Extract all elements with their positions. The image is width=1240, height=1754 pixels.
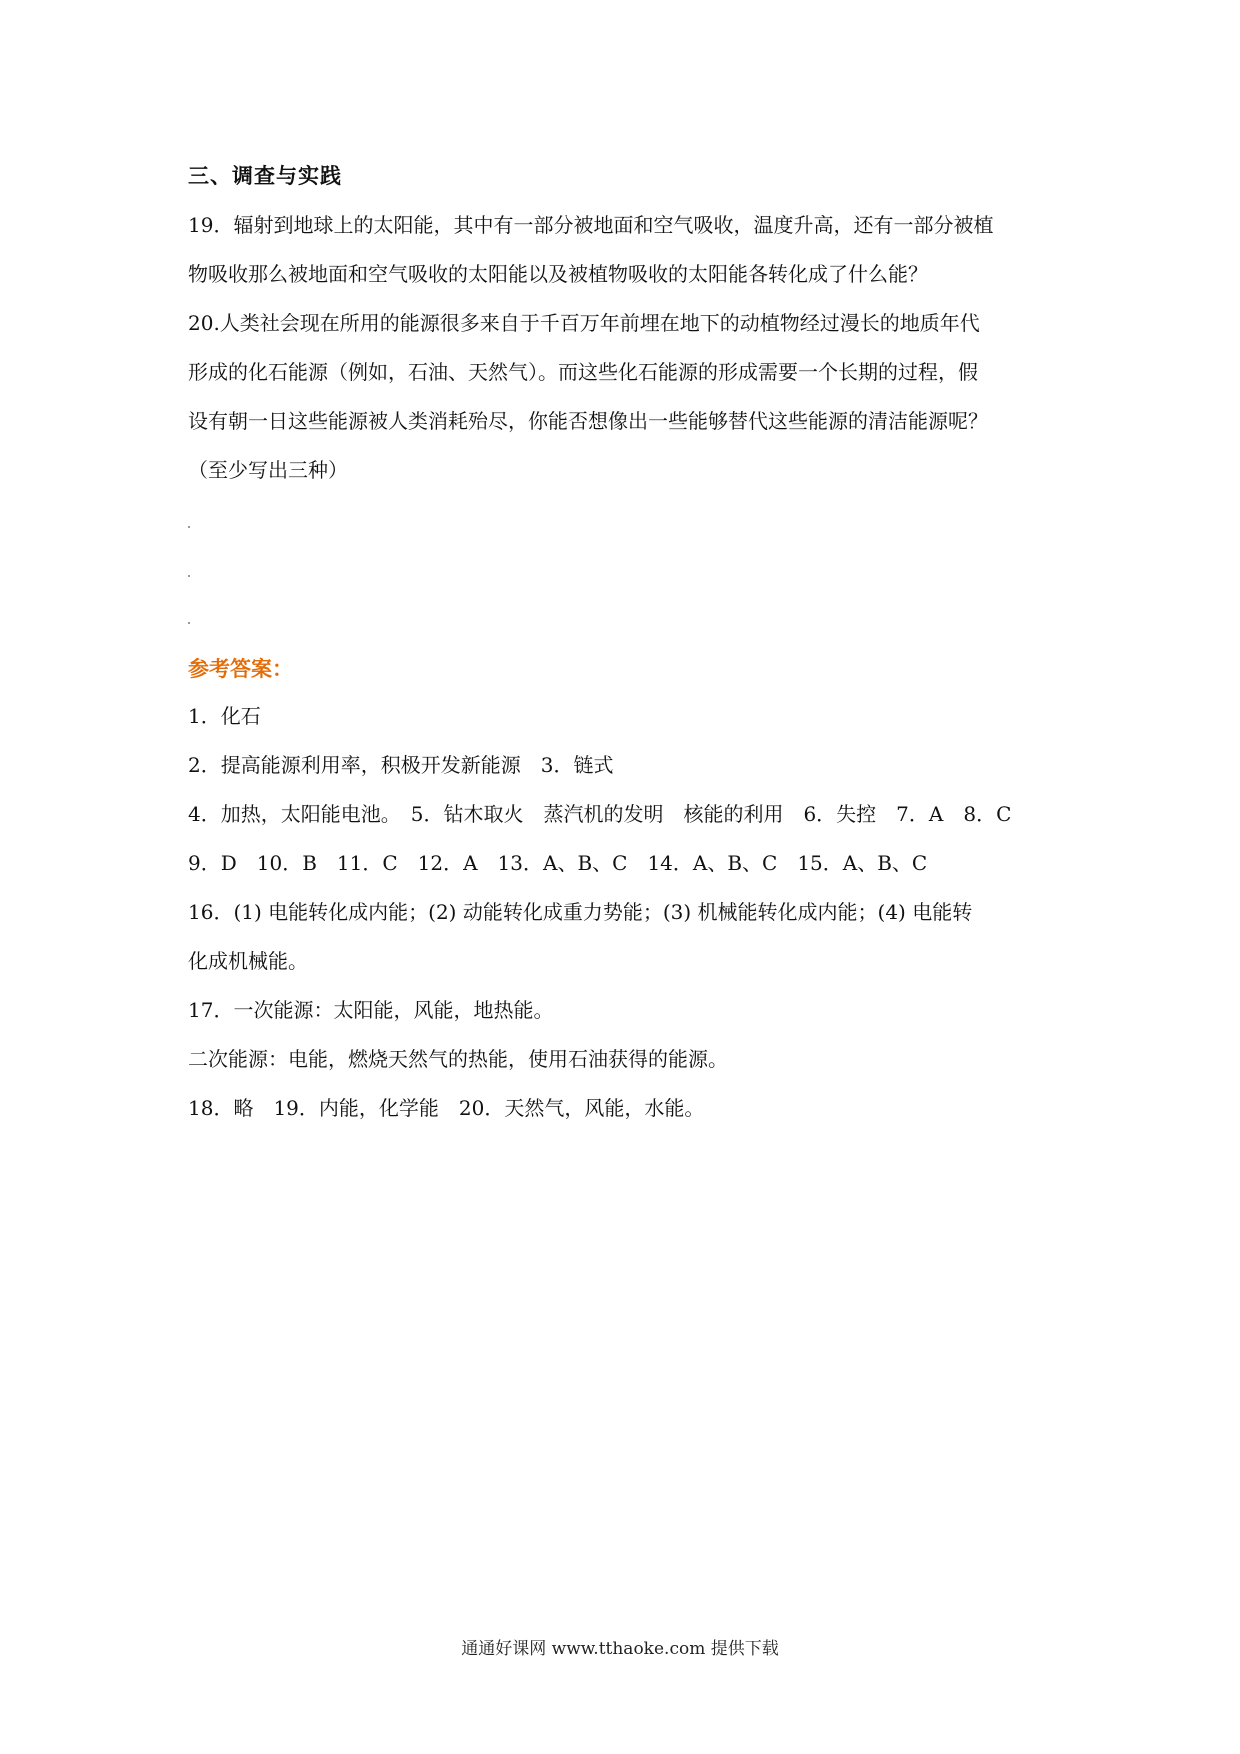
blank-answer-mark (188, 526, 190, 528)
answers-heading: 参考答案： (188, 656, 293, 681)
answer-line: 化成机械能。 (188, 949, 308, 973)
question-20-line: 20.人类社会现在所用的能源很多来自于千百万年前埋在地下的动植物经过漫长的地质年代 (188, 311, 980, 335)
question-19-line: 19．辐射到地球上的太阳能，其中有一部分被地面和空气吸收，温度升高，还有一部分被植 (188, 213, 994, 237)
section-heading: 三、调查与实践 (188, 163, 342, 188)
footer-download-note: 通通好课网 www.tthaoke.com 提供下载 (461, 1639, 779, 1659)
answer-line: 17．一次能源：太阳能，风能，地热能。 (188, 998, 554, 1022)
answer-line: 18．略 19．内能，化学能 20．天然气，风能，水能。 (188, 1096, 705, 1120)
answer-line: 2．提高能源利用率，积极开发新能源 3．链式 (188, 753, 614, 777)
answer-line: 16．(1) 电能转化成内能；(2) 动能转化成重力势能；(3) 机械能转化成内能；(4) 电能转 (188, 900, 973, 924)
answer-line: 9．D 10．B 11．C 12．A 13．A、B、C 14．A、B、C 15．A、B、C (188, 851, 928, 875)
blank-answer-mark (188, 622, 190, 624)
question-20 (188, 299, 1062, 495)
answer-line: 4．加热，太阳能电池。 5．钻木取火 蒸汽机的发明 核能的利用 6．失控 7．A 8．C (188, 802, 1012, 826)
answer-line: 二次能源：电能，燃烧天然气的热能，使用石油获得的能源。 (188, 1047, 728, 1071)
question-20-line: 设有朝一日这些能源被人类消耗殆尽，你能否想像出一些能够替代这些能源的清洁能源呢？ (188, 409, 988, 433)
question-20-line: 形成的化石能源（例如，石油、天然气）。而这些化石能源的形成需要一个长期的过程，假 (188, 360, 978, 384)
question-19-line: 物吸收那么被地面和空气吸收的太阳能以及被植物吸收的太阳能各转化成了什么能？ (188, 262, 928, 286)
blank-answer-mark (188, 575, 190, 577)
answer-list (188, 692, 1062, 1133)
question-19 (188, 201, 1062, 299)
question-20-line: （至少写出三种） (188, 458, 348, 482)
answer-line: 1．化石 (188, 704, 261, 728)
